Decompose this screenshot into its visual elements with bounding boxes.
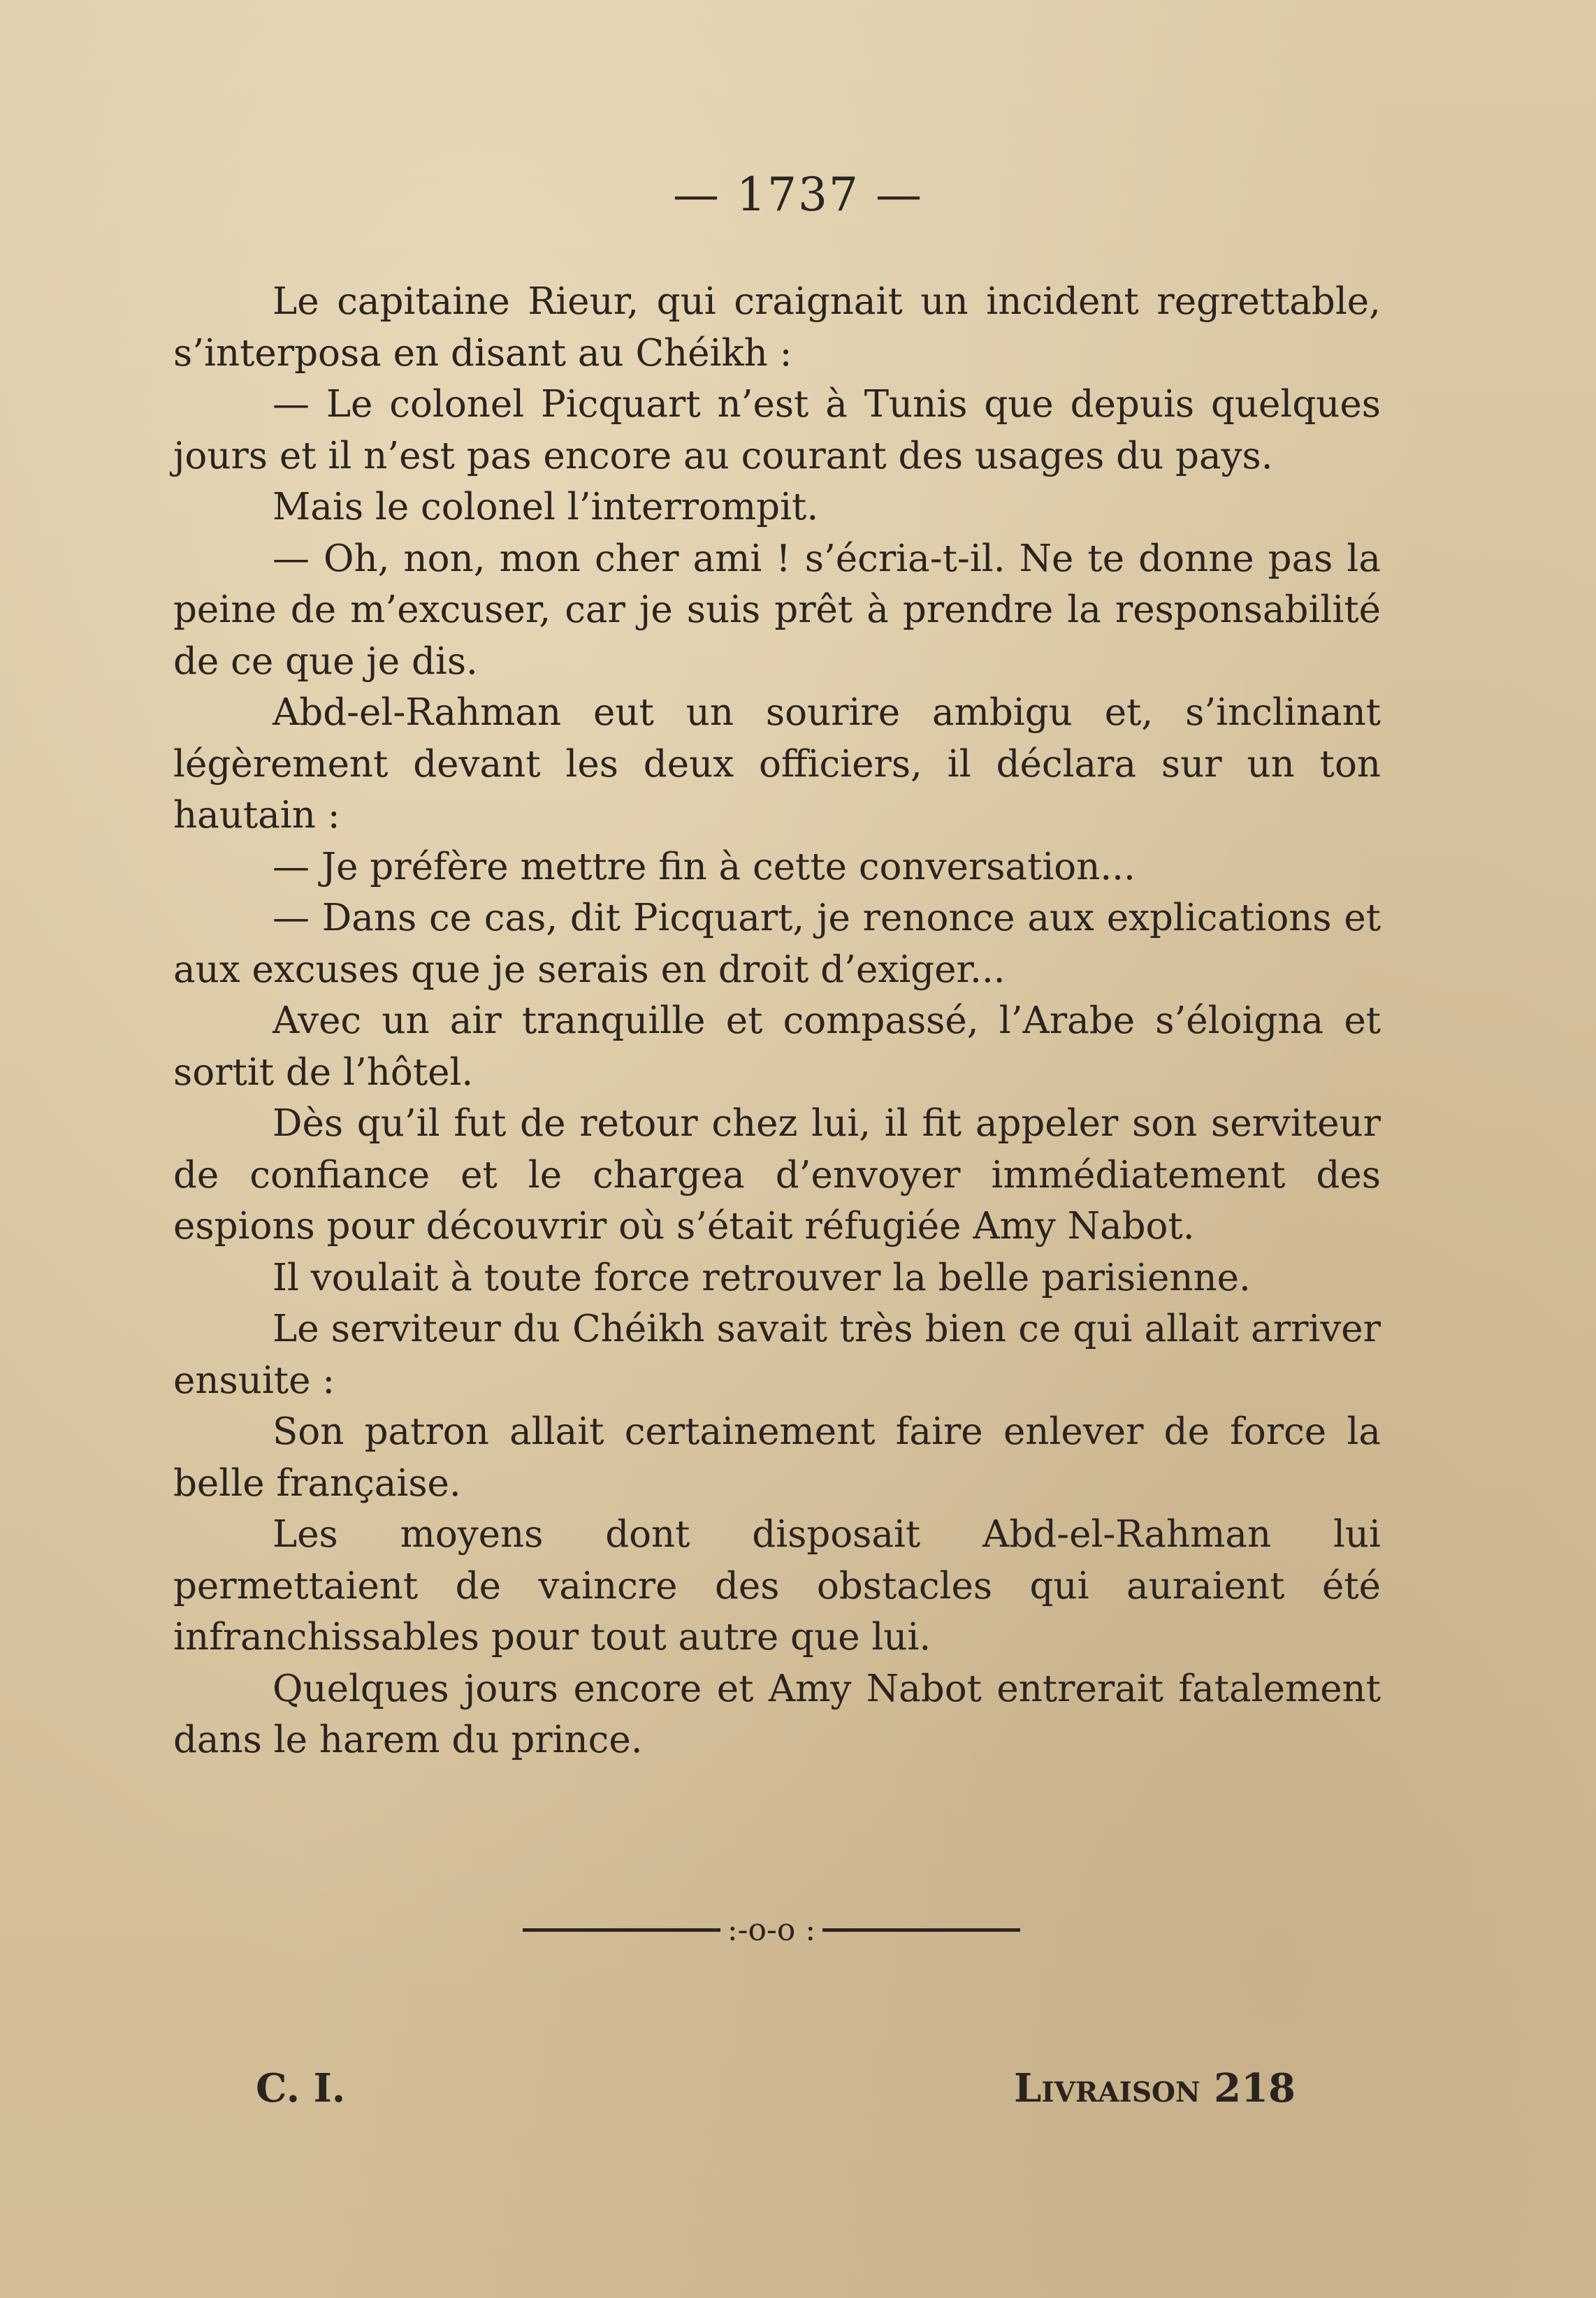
body-text: [173, 276, 1381, 1766]
paragraph: Il voulait à toute force retrouver la belle parisienne.: [273, 1256, 1251, 1299]
paragraph: Son patron allait certainement faire enlever de force la belle française.: [173, 1410, 1381, 1505]
paragraph: Le capitaine Rieur, qui craignait un incident regrettable, s’interposa en disant au Chéikh :: [173, 280, 1381, 375]
paragraph: Abd-el-Rahman eut un sourire ambigu et, s’inclinant légèrement devant les deux officiers, il déclara sur un ton hautain :: [173, 691, 1381, 837]
paragraph: Mais le colonel l’interrompit.: [273, 486, 819, 528]
footer-signature: C. I.: [256, 2065, 346, 2111]
paragraph: Les moyens dont disposait Abd-el-Rahman lui permettaient de vaincre des obstacles qui auraient été infranchissables pour tout autre que lui.: [173, 1513, 1381, 1659]
page-number: — 1737 —: [673, 168, 923, 222]
paragraph: Dès qu’il fut de retour chez lui, il fit appeler son serviteur de confiance et le chargea d’envoyer immédiatement des espions pour découvrir où s’était réfugiée Amy Nabot.: [173, 1102, 1381, 1248]
paragraph: — Dans ce cas, dit Picquart, je renonce aux explications et aux excuses que je serais en droit d’exiger...: [173, 897, 1381, 991]
divider-rule-left: [523, 1928, 720, 1932]
paragraph: — Oh, non, mon cher ami ! s’écria-t-il. Ne te donne pas la peine de m’excuser, car je suis prêt à prendre la responsabilité de ce que je dis.: [173, 537, 1381, 683]
paragraph: Le serviteur du Chéikh savait très bien ce qui allait arriver ensuite :: [173, 1308, 1381, 1402]
paragraph: — Le colonel Picquart n’est à Tunis que depuis quelques jours et il n’est pas encore au courant des usages du pays.: [173, 383, 1381, 477]
footer-livraison: Livraison 218: [1014, 2065, 1296, 2111]
paragraph: — Je préfère mettre fin à cette conversation...: [273, 845, 1136, 888]
divider-ornament: :-o-o :: [727, 1912, 816, 1948]
paragraph: Avec un air tranquille et compassé, l’Arabe s’éloigna et sortit de l’hôtel.: [173, 999, 1381, 1094]
paragraph: Quelques jours encore et Amy Nabot entrerait fatalement dans le harem du prince.: [173, 1667, 1381, 1761]
divider-rule-right: [822, 1928, 1020, 1932]
section-divider: [523, 1905, 1020, 1954]
